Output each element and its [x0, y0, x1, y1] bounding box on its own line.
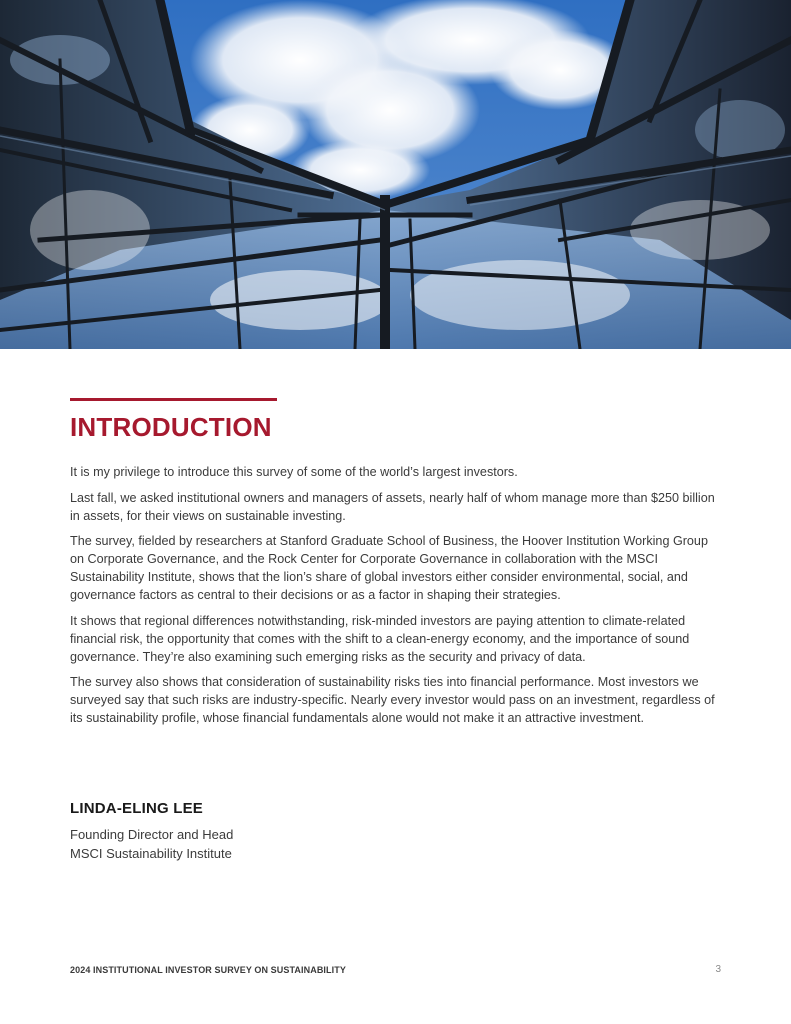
intro-body — [70, 463, 724, 735]
page-number: 3 — [715, 964, 721, 975]
paragraph-5: The survey also shows that consideration of sustainability risks ties into financial performance. Most investors we surveyed say that such risks are industry-specific. Nearly every investor would pass on an investment, regardless of its sustainability profile, whose financial fundamentals alone would not make it an attractive investment. — [70, 675, 715, 725]
hero-photo — [0, 0, 791, 349]
glass-building-sky-illustration — [0, 0, 791, 349]
signature-block — [70, 799, 470, 863]
signature-organization: MSCI Sustainability Institute — [70, 846, 232, 861]
page-title: INTRODUCTION — [70, 412, 272, 442]
paragraph-4: It shows that regional differences notwithstanding, risk-minded investors are paying attention to climate-related financial risk, the opportunity that comes with the shift to a clean-energy economy, and the importance of sound governance. They’re also examining such emerging risks as the security and privacy of data. — [70, 613, 690, 664]
signature-role: Founding Director and Head — [70, 827, 234, 842]
title-accent-rule — [70, 398, 277, 401]
paragraph-1: It is my privilege to introduce this survey of some of the world’s largest investors. — [70, 465, 518, 479]
paragraph-3: The survey, fielded by researchers at Stanford Graduate School of Business, the Hoover Institution Working Group on Corporate Governance, and the Rock Center for Corporate Governance in collaboration with the MSCI Sustainability Institute, shows that the lion’s share of global investors either consider environmental, social, and governance factors as central to their decisions or as a factor in shaping their strategies. — [70, 534, 708, 602]
footer-report-title: 2024 INSTITUTIONAL INVESTOR SURVEY ON SUSTAINABILITY — [70, 965, 346, 975]
signature-name: LINDA-ELING LEE — [70, 800, 203, 817]
paragraph-2: Last fall, we asked institutional owners and managers of assets, nearly half of whom manage more than $250 billion in assets, for their views on sustainable investing. — [70, 490, 715, 523]
